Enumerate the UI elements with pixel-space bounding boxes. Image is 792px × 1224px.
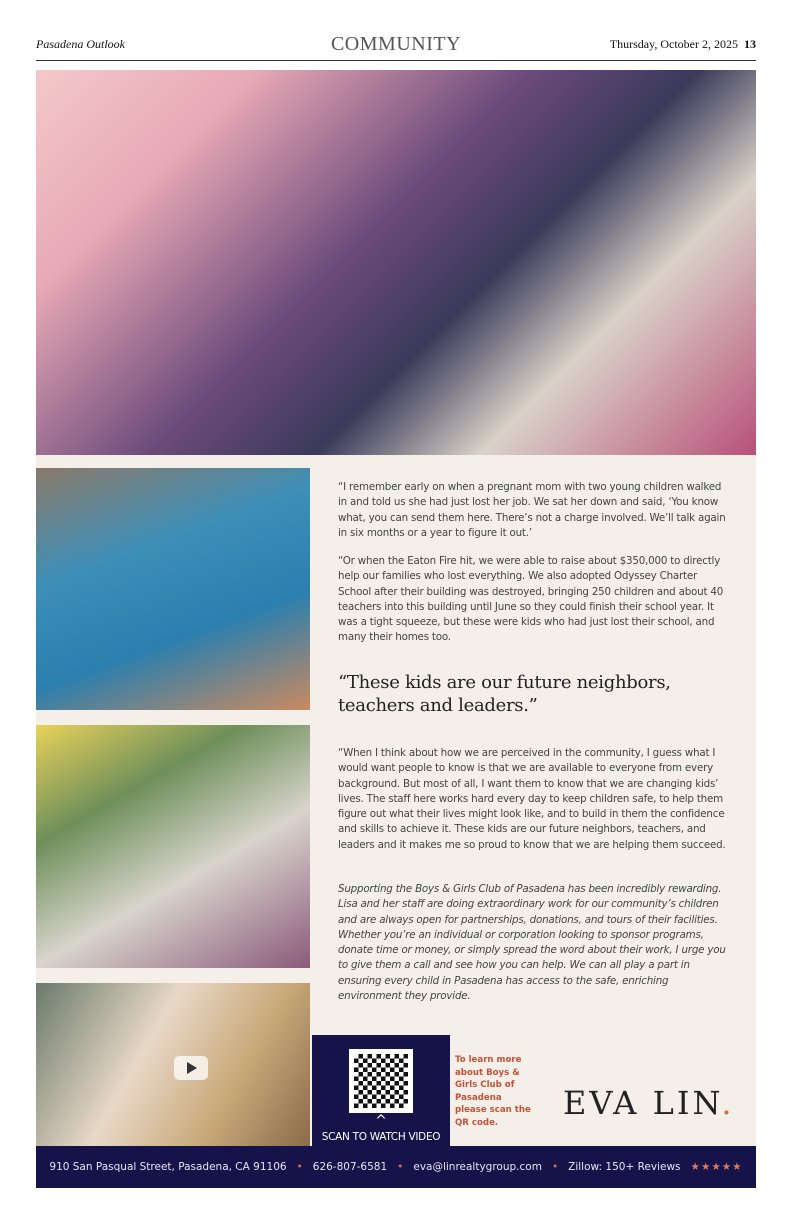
separator-dot: • (551, 1161, 559, 1173)
closing-paragraph: Supporting the Boys & Girls Club of Pasadena has been incredibly rewarding. Lisa and her staff are doing extraordinary work for our community’s children and are always open for partnerships, donations, and tours of their facilities. Whether you’re an individual or corporation looking to sponsor programs, donate time or money, or simply spread the word about their work, I urge you to give them a call and see how you can help. We can all play a part in ensuring every child in Pasadena has access to the safe, enriching environment they provide. (338, 883, 726, 1003)
play-icon[interactable] (174, 1056, 208, 1080)
issue-date: Thursday, October 2, 2025 (609, 37, 738, 51)
publication-name: Pasadena Outlook (36, 37, 125, 51)
scan-label: SCAN TO WATCH VIDEO (321, 1131, 441, 1143)
page-number: 13 (744, 37, 756, 51)
learn-more-text: To learn more about Boys & Girls Club of Pasadena please scan the QR code. (455, 1055, 531, 1128)
quote-paragraph: “I remember early on when a pregnant mom with two young children walked in and told us she had just lost her job. We sat her down and said, ‘You know what, you can send them here. There’s not a charge involved. We’ll talk again in six months or a year to figure it out.’ (338, 481, 726, 539)
reviews-text: Zillow: 150+ Reviews (568, 1161, 681, 1173)
address: 910 San Pasqual Street, Pasadena, CA 91106 (49, 1161, 287, 1173)
qr-code[interactable] (349, 1049, 413, 1113)
pull-quote: “These kids are our future neighbors, teachers and leaders.” (338, 672, 671, 716)
header-rule (36, 60, 756, 61)
swimming-photo (36, 468, 310, 710)
qr-panel (312, 1035, 450, 1146)
crafts-photo (36, 725, 310, 968)
caret-up-icon: ^ (375, 1113, 387, 1129)
quote-paragraph: “When I think about how we are perceived in the community, I guess what I would want people to know is that we are available to everyone from every background. But most of all, I want them to know that we are changing kids’ lives. The staff here works hard every day to keep children safe, to help them figure out what their lives might look like, and to build in them the confidence and skills to achieve it. These kids are our future neighbors, teachers, and leaders and it makes me so proud to know that we are helping them succeed. (338, 747, 726, 851)
group-photo-kids (36, 70, 756, 455)
section-title: COMMUNITY (330, 33, 462, 55)
issue-date-page (610, 37, 756, 52)
eva-lin-logo: EVA LIN. (563, 1084, 735, 1122)
email-link[interactable]: eva@linrealtygroup.com (413, 1161, 542, 1173)
contact-footer (36, 1146, 756, 1188)
quote-paragraph: “Or when the Eaton Fire hit, we were able to raise about $350,000 to directly help our families who lost everything. We also adopted Odyssey Charter School after their building was destroyed, bringing 250 children and about 40 teachers into this building until June so they could finish their school year. It was a tight squeeze, but these were kids who had just lost their school, and many their homes too. (338, 555, 724, 644)
separator-dot: • (296, 1161, 303, 1173)
star-rating-icon: ★★★★★ (690, 1161, 743, 1173)
phone-link[interactable]: 626-807-6581 (312, 1161, 388, 1173)
separator-dot: • (397, 1161, 404, 1173)
video-thumbnail[interactable] (36, 983, 310, 1147)
